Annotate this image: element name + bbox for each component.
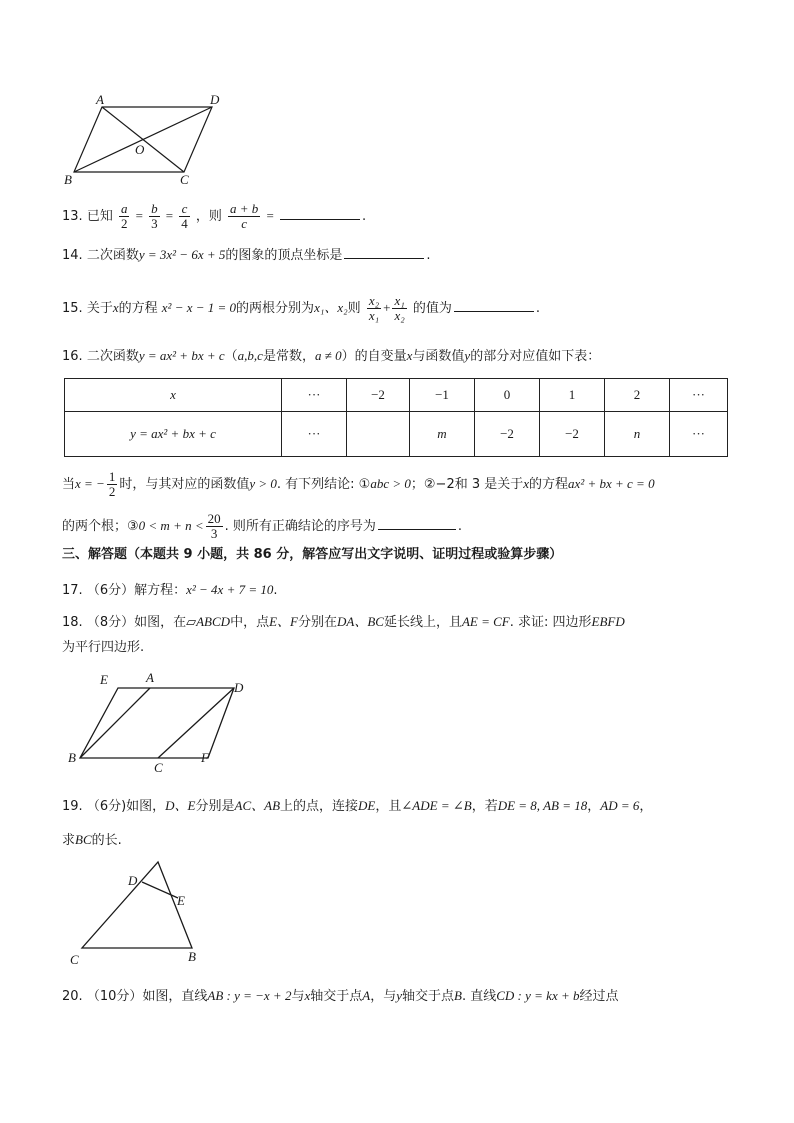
q15-text-e: 的值为 — [412, 301, 452, 316]
q16-var-x: x — [406, 348, 413, 363]
q16-number: 16. — [62, 349, 83, 364]
q18-lines: DA、BC — [336, 614, 384, 629]
q16-l3-a: 的两个根；③ — [62, 519, 139, 534]
q16-l2-g: x — [523, 476, 530, 491]
q16-l2-x: x = − — [75, 476, 105, 491]
label-b: B — [188, 949, 196, 964]
q16-answer-blank[interactable] — [378, 515, 456, 530]
table-cell: x — [65, 379, 282, 412]
q18-text-e: . 求证: 四边形 — [509, 615, 592, 630]
q19-text-c: 上的点，连接 — [280, 799, 359, 814]
q13-frac-b-3: $\frac{b}{3}$ — [151, 201, 158, 231]
q19-text-e: ，若 — [471, 799, 498, 814]
q18-pts: E、F — [269, 614, 298, 629]
q20-text-b: 与 — [291, 989, 305, 1004]
q16-l2-h: 的方程 — [529, 477, 569, 492]
question-16-line-3 — [62, 512, 462, 541]
label-b: B — [68, 750, 76, 765]
q17-text-a: （6分）解方程： — [86, 583, 187, 598]
q13-frac-a-2: $\frac{a}{2}$ — [120, 201, 128, 231]
q14-end: . — [426, 248, 431, 263]
q19-l2-a: 求 — [62, 833, 76, 848]
q19-l2-b: BC — [75, 832, 92, 847]
q16-l2-c: y > 0 — [249, 476, 277, 491]
q20-text-d: ，与 — [370, 989, 397, 1004]
q15-roots: x₁、x₂ — [314, 300, 348, 315]
q16-l3-frac: $\frac{20}{3}$ — [207, 511, 221, 541]
table-cell: ··· — [670, 412, 728, 457]
q17-end: . — [273, 583, 278, 598]
question-20 — [62, 986, 619, 1007]
table-cell: y = ax² + bx + c — [65, 412, 282, 457]
q13-mid: ，则 — [195, 209, 222, 224]
q16-text-d: ）的自变量 — [341, 349, 407, 364]
q19-text-g: ， — [639, 799, 653, 814]
q16-l2-i: ax² + bx + c = 0 — [568, 476, 655, 491]
q16-text-b: （ — [224, 349, 238, 364]
label-o: O — [135, 142, 145, 157]
q16-l3-end: . — [457, 519, 463, 534]
question-13 — [62, 202, 366, 231]
q19-l2-c: 的长. — [91, 833, 122, 848]
q18-text-a: （8分）如图，在 — [86, 615, 187, 630]
q20-line-ab: AB : y = −x + 2 — [207, 988, 292, 1003]
q20-pt-b: B — [454, 988, 462, 1003]
question-16 — [62, 346, 600, 367]
label-c: C — [70, 952, 79, 967]
label-e: E — [177, 893, 185, 908]
q15-end: . — [535, 301, 541, 316]
q14-text-b: 的图象的顶点坐标是 — [225, 248, 343, 263]
q18-text-d: 延长线上，且 — [383, 615, 462, 630]
parallelogram-figure — [60, 92, 230, 192]
quadrilateral-ebfd-figure — [62, 670, 262, 776]
table-cell: n — [605, 412, 670, 457]
q16-l2-frac: $\frac{1}{2}$ — [108, 469, 116, 499]
q20-pt-a: A — [362, 988, 371, 1003]
q16-l2-e: abc > 0 — [370, 476, 411, 491]
q13-eq-2: = — [165, 208, 174, 223]
q20-text-a: （10分）如图，直线 — [86, 989, 208, 1004]
q18-cond: AE = CF — [461, 614, 510, 629]
q15-text-d: 则 — [347, 301, 361, 316]
q15-frac-x2-x1: $\frac{\text{x₂}}{\text{x₁}}$ — [368, 293, 380, 323]
q18-text-b: 中，点 — [230, 615, 270, 630]
q15-frac-x1-x2: $\frac{\text{x₁}}{\text{x₂}}$ — [394, 293, 405, 323]
label-f: F — [201, 750, 209, 765]
q15-number: 15. — [62, 301, 83, 316]
q15-answer-blank[interactable] — [454, 297, 534, 312]
q16-l3-c: . 则所有正确结论的序号为 — [224, 519, 376, 534]
table-cell — [347, 412, 410, 457]
table-cell: −1 — [410, 379, 475, 412]
q16-text-a: 二次函数 — [86, 349, 139, 364]
q18-para: ▱ABCD — [186, 614, 231, 629]
table-cell: −2 — [475, 412, 540, 457]
q15-expr: x² − x − 1 = 0 — [161, 300, 237, 315]
q13-frac-c-4: $\frac{c}{4}$ — [181, 201, 188, 231]
table-cell: 0 — [475, 379, 540, 412]
table-row-x — [65, 379, 728, 412]
q16-expr: y = ax² + bx + c — [138, 348, 225, 363]
q18-number: 18. — [62, 615, 83, 630]
q20-text-e: 轴交于点 — [402, 989, 455, 1004]
label-d: D — [234, 680, 244, 695]
question-17 — [62, 580, 278, 601]
table-cell: ··· — [670, 379, 728, 412]
q20-axis-x: x — [304, 988, 311, 1003]
q20-number: 20. — [62, 989, 83, 1004]
question-14 — [62, 244, 431, 266]
q15-text-a: 关于 — [86, 301, 113, 316]
table-row-y — [65, 412, 728, 457]
q19-text-d: ，且 — [375, 799, 402, 814]
q15-var-x: x — [112, 300, 119, 315]
q20-text-c: 轴交于点 — [310, 989, 363, 1004]
q13-eq-3: = — [266, 208, 274, 223]
label-a: A — [146, 670, 154, 685]
q20-line-cd: CD : y = kx + b — [496, 988, 580, 1003]
q19-sides: AC、AB — [234, 798, 281, 813]
table-cell: −2 — [347, 379, 410, 412]
q16-text-e: 与函数值 — [412, 349, 465, 364]
q19-text-a: （6分)如图， — [86, 799, 166, 814]
q16-l3-b: 0 < m + n < — [138, 518, 204, 533]
q18-quad: EBFD — [591, 614, 625, 629]
q15-text-b: 的方程 — [118, 301, 158, 316]
question-19-line-2 — [62, 830, 122, 851]
triangle-figure — [64, 858, 214, 970]
q13-frac-ab-c: $\frac{a + b}{c}$ — [230, 201, 259, 231]
question-15 — [62, 294, 540, 323]
table-cell: 2 — [605, 379, 670, 412]
label-c: C — [180, 172, 189, 187]
q19-given2: AD = 6 — [600, 798, 640, 813]
q13-intro: 已知 — [86, 209, 113, 224]
q20-text-g: 经过点 — [579, 989, 619, 1004]
q13-number: 13. — [62, 209, 83, 224]
label-b: B — [64, 172, 72, 187]
q19-pts: D、E — [165, 798, 196, 813]
q18-text-c: 分别在 — [297, 615, 337, 630]
diagonal-bd — [74, 107, 212, 172]
segment-cd — [158, 688, 234, 758]
question-16-line-2 — [62, 470, 655, 499]
q16-text-f: 的部分对应值如下表： — [470, 349, 601, 364]
value-table — [64, 378, 728, 457]
q16-cond: a ≠ 0 — [314, 348, 342, 363]
table-cell: m — [410, 412, 475, 457]
section-3-heading: 三、解答题（本题共 9 小题，共 86 分，解答应写出文字说明、证明过程或验算步骤） — [62, 547, 563, 562]
table-cell: ··· — [282, 379, 347, 412]
question-19 — [62, 796, 652, 817]
question-18 — [62, 612, 625, 633]
q19-seg: DE — [358, 798, 376, 813]
ebfd-outline — [80, 688, 234, 758]
q19-text-f: ， — [587, 799, 601, 814]
q16-var-y: y — [464, 348, 471, 363]
label-d: D — [128, 873, 138, 888]
q16-l2-b: 时，与其对应的函数值 — [119, 477, 250, 492]
label-c: C — [154, 760, 163, 775]
q16-l2-f: ；②−2和 3 是关于 — [410, 477, 524, 492]
segment-de — [142, 882, 178, 898]
q15-text-c: 的两根分别为 — [236, 301, 315, 316]
q14-answer-blank[interactable] — [344, 244, 424, 259]
q19-given1: DE = 8, AB = 18 — [497, 798, 588, 813]
q17-number: 17. — [62, 583, 83, 598]
q16-text-c: 是常数， — [262, 349, 315, 364]
label-d: D — [210, 92, 220, 107]
q14-text-a: 二次函数 — [86, 248, 139, 263]
q13-answer-blank[interactable] — [280, 205, 360, 220]
q17-expr: x² − 4x + 7 = 10 — [186, 582, 274, 597]
q13-eq-1: = — [135, 208, 143, 223]
q16-consts: a,b,c — [237, 348, 263, 363]
table-cell: ··· — [282, 412, 347, 457]
q14-number: 14. — [62, 248, 83, 263]
q14-expr: y = 3x² − 6x + 5 — [138, 247, 226, 262]
q16-l2-a: 当 — [62, 477, 76, 492]
table-cell: −2 — [540, 412, 605, 457]
q19-angle: ∠ADE = ∠B — [401, 798, 472, 813]
segment-ba — [80, 688, 150, 758]
table-cell: 1 — [540, 379, 605, 412]
label-a: A — [96, 92, 104, 107]
q19-number: 19. — [62, 799, 83, 814]
q15-plus: + — [383, 300, 391, 315]
q19-text-b: 分别是 — [195, 799, 235, 814]
q13-end: . — [361, 209, 367, 224]
q20-text-f: . 直线 — [461, 989, 497, 1004]
q16-l2-d: . 有下列结论: ① — [276, 477, 371, 492]
label-e: E — [100, 672, 108, 687]
q20-axis-y: y — [396, 988, 403, 1003]
question-18-line-2: 为平行四边形. — [62, 640, 145, 655]
